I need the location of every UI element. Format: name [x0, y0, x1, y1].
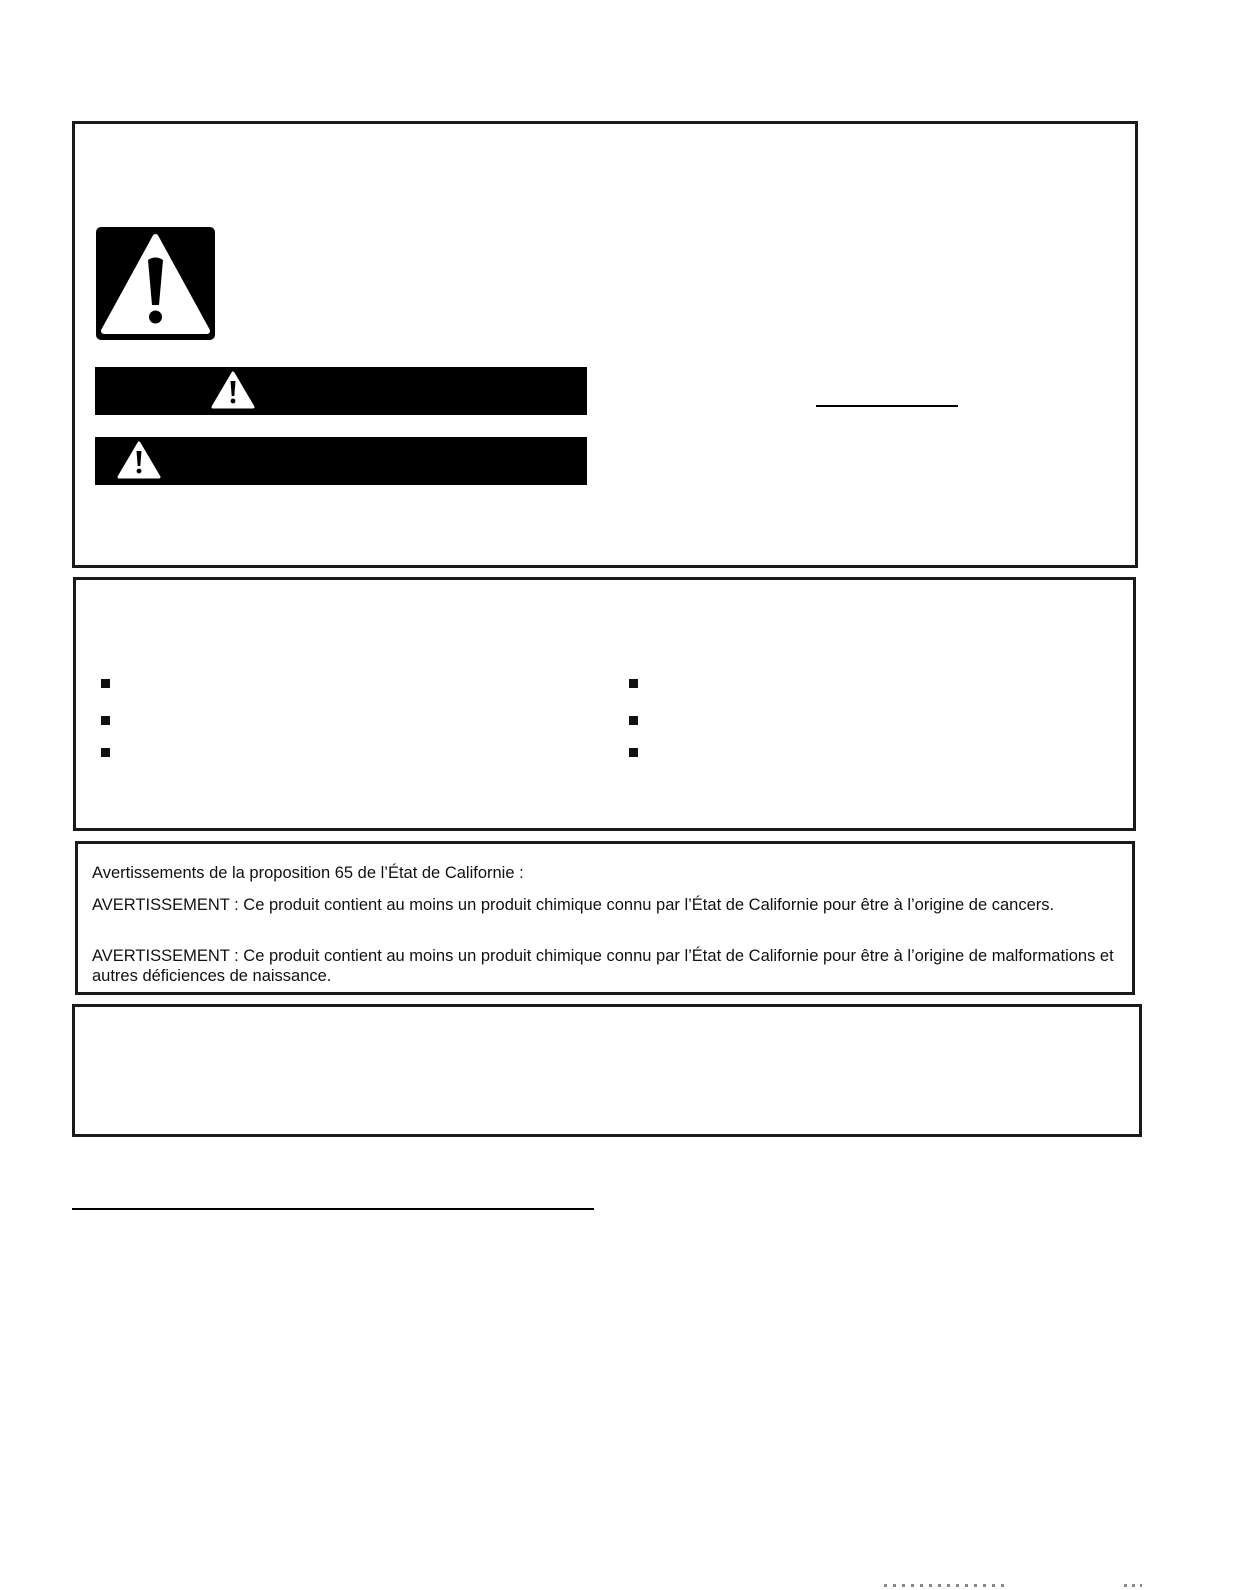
notice-box	[72, 1004, 1142, 1137]
warning-triangle-exclamation-icon	[96, 227, 215, 340]
list-bullet	[101, 716, 110, 725]
danger-signal-bar	[95, 367, 587, 415]
instructions-list-box	[73, 577, 1136, 831]
list-bullet	[101, 748, 110, 757]
scan-artifact	[1124, 1584, 1142, 1587]
warning-triangle-icon	[117, 441, 161, 479]
warning-signal-bar	[95, 437, 587, 485]
list-bullet	[629, 748, 638, 757]
safety-notice-box	[72, 121, 1138, 568]
section-heading-rule	[72, 1208, 594, 1210]
list-bullet	[629, 716, 638, 725]
prop65-birth-defects-warning: AVERTISSEMENT : Ce produit contient au moins un produit chimique connu par l’État de Californie pour être à l’origine de malformations et autres déficiences de naissance.	[92, 947, 1114, 985]
list-bullet	[629, 679, 638, 688]
warning-triangle-icon	[211, 371, 255, 409]
underline-rule	[816, 405, 958, 407]
prop65-cancer-warning: AVERTISSEMENT : Ce produit contient au moins un produit chimique connu par l’État de Californie pour être à l’origine de cancers.	[92, 896, 1055, 914]
prop65-warning-box	[75, 841, 1135, 995]
scan-artifact	[884, 1584, 1004, 1587]
prop65-heading: Avertissements de la proposition 65 de l’État de Californie :	[92, 864, 524, 882]
list-bullet	[101, 679, 110, 688]
